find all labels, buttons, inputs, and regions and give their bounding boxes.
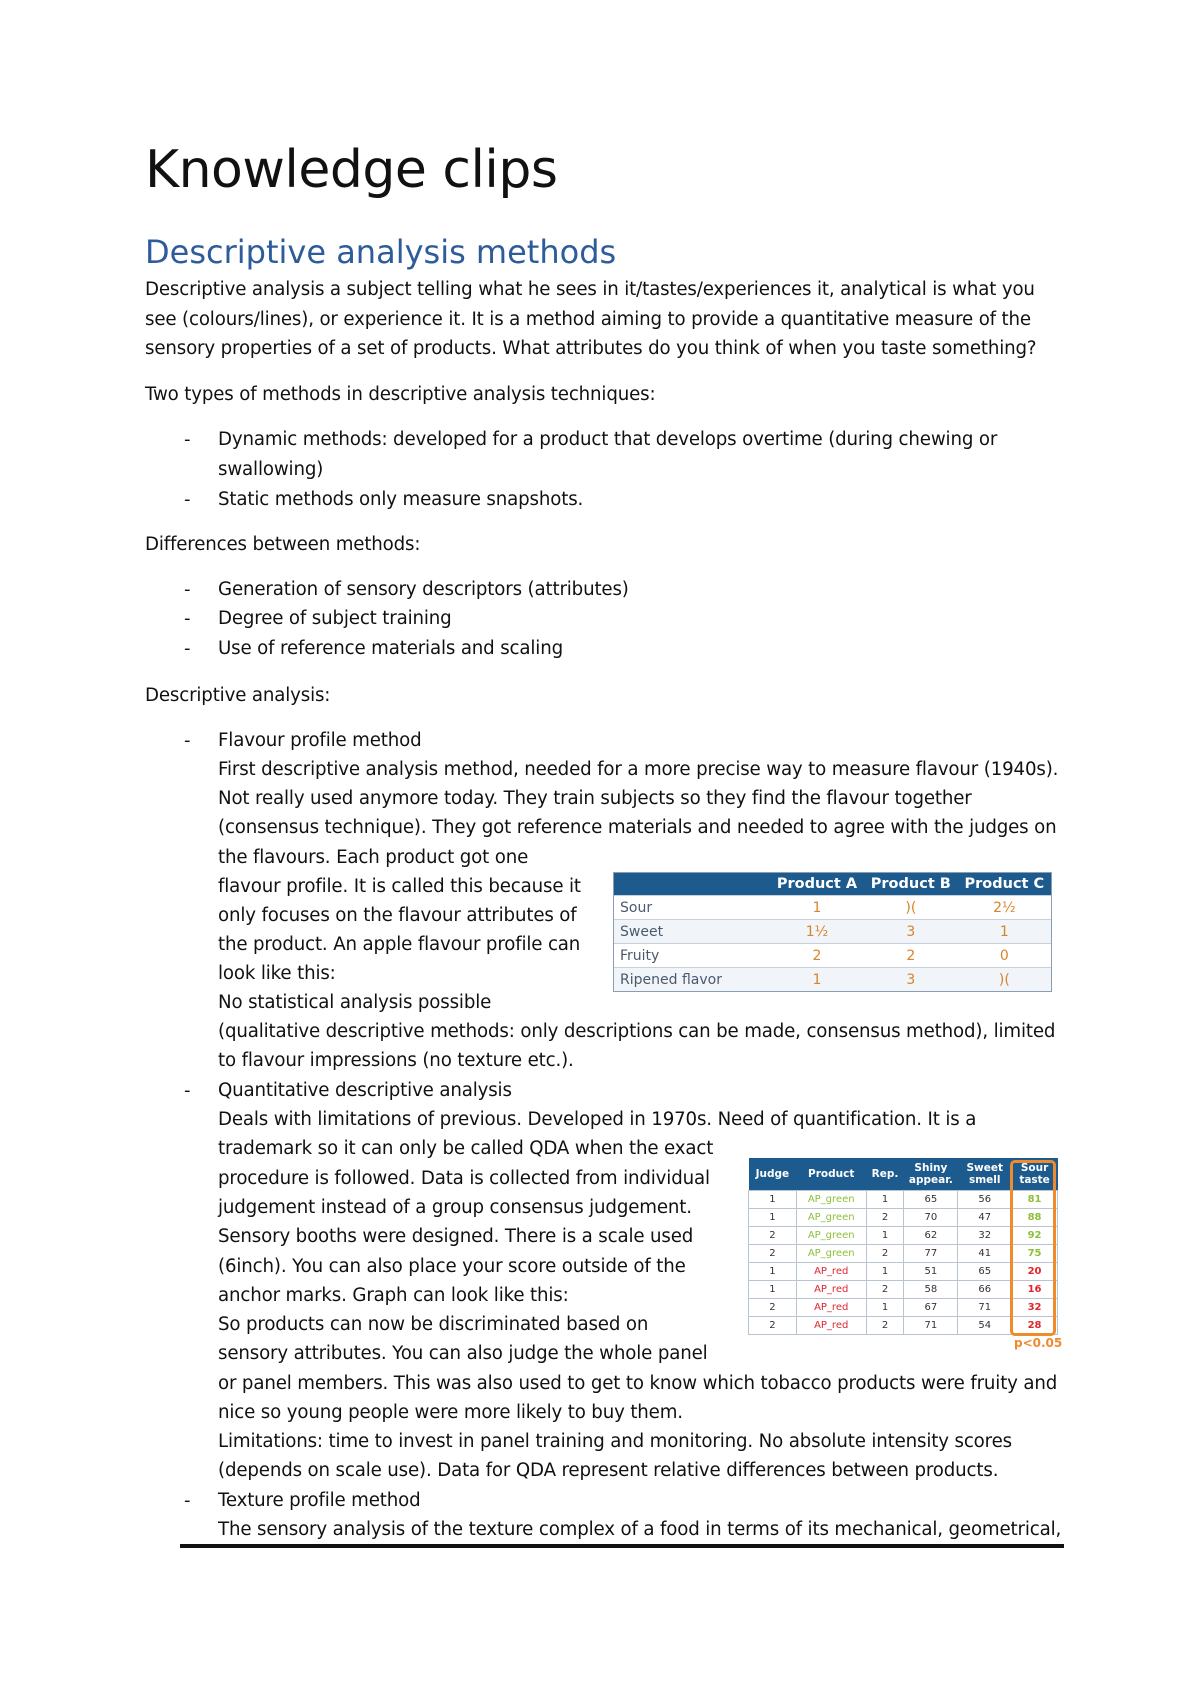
sour-cell: 32 (1012, 1299, 1058, 1317)
sweet-cell: 47 (958, 1209, 1012, 1227)
table-header-cell: Product B (864, 873, 958, 896)
judge-cell: 1 (749, 1191, 797, 1209)
bullet-dash: - (184, 730, 191, 751)
product-cell: AP_green (796, 1191, 866, 1209)
product-cell: AP_green (796, 1245, 866, 1263)
qda-line: (depends on scale use). Data for QDA represent relative differences between products. (218, 1460, 999, 1481)
judge-cell: 2 (749, 1299, 797, 1317)
bullet-dash: - (184, 489, 191, 510)
table-row (614, 896, 1051, 920)
flavour-line: flavour profile. It is called this because it (218, 876, 581, 897)
list-item: Dynamic methods: developed for a product that develops overtime (during chewing or (218, 429, 998, 450)
value-cell: )( (958, 968, 1051, 992)
list-item: Generation of sensory descriptors (attributes) (218, 579, 629, 600)
value-cell: 2 (864, 944, 958, 968)
value-cell: 3 (864, 968, 958, 992)
differences-label: Differences between methods: (145, 534, 421, 555)
sour-cell: 81 (1012, 1191, 1058, 1209)
table-header-cell: Shiny appear. (904, 1158, 958, 1191)
two-types-label: Two types of methods in descriptive analysis techniques: (145, 384, 656, 405)
rep-cell: 2 (866, 1281, 904, 1299)
table-header-cell: Rep. (866, 1158, 904, 1191)
rep-cell: 2 (866, 1317, 904, 1335)
flavour-line: (qualitative descriptive methods: only descriptions can be made, consensus method), limited (218, 1021, 1056, 1042)
sweet-cell: 56 (958, 1191, 1012, 1209)
sweet-cell: 66 (958, 1281, 1012, 1299)
bullet-dash: - (184, 1490, 191, 1511)
sweet-cell: 71 (958, 1299, 1012, 1317)
qda-line: procedure is followed. Data is collected from individual (218, 1168, 710, 1189)
flavour-line: to flavour impressions (no texture etc.). (218, 1050, 574, 1071)
sweet-cell: 32 (958, 1227, 1012, 1245)
flavour-line: (consensus technique). They got reference materials and needed to agree with the judges on (218, 817, 1057, 838)
product-cell: AP_green (796, 1227, 866, 1245)
qda-line: Sensory booths were designed. There is a scale used (218, 1226, 694, 1247)
rep-cell: 1 (866, 1227, 904, 1245)
list-item: Static methods only measure snapshots. (218, 489, 584, 510)
product-cell: AP_red (796, 1281, 866, 1299)
shiny-cell: 70 (904, 1209, 958, 1227)
table-header-cell (614, 873, 770, 896)
table-header-cell: Product A (770, 873, 864, 896)
list-item: swallowing) (218, 459, 324, 480)
bullet-dash: - (184, 608, 191, 629)
sour-cell: 75 (1012, 1245, 1058, 1263)
qda-line: So products can now be discriminated based on (218, 1314, 649, 1335)
page-bottom-rule (180, 1544, 1064, 1548)
rep-cell: 1 (866, 1299, 904, 1317)
shiny-cell: 67 (904, 1299, 958, 1317)
product-cell: AP_red (796, 1317, 866, 1335)
flavour-line: the flavours. Each product got one (218, 847, 529, 868)
qda-line: Deals with limitations of previous. Developed in 1970s. Need of quantification. It is a (218, 1109, 977, 1130)
value-cell: 1 (770, 896, 864, 920)
list-item: Degree of subject training (218, 608, 452, 629)
value-cell: 0 (958, 944, 1051, 968)
flavour-profile-table (613, 872, 1052, 992)
qda-line: nice so young people were more likely to buy them. (218, 1402, 683, 1423)
table-header-cell: Product C (958, 873, 1051, 896)
sour-cell: 20 (1012, 1263, 1058, 1281)
qda-line: or panel members. This was also used to get to know which tobacco products were fruity and (218, 1373, 1058, 1394)
bullet-dash: - (184, 429, 191, 450)
table-header-cell: Sweet smell (958, 1158, 1012, 1191)
bullet-dash: - (184, 1080, 191, 1101)
intro-line: Descriptive analysis a subject telling what he sees in it/tastes/experiences it, analytical is what you (145, 279, 1035, 300)
bullet-dash: - (184, 579, 191, 600)
rep-cell: 2 (866, 1209, 904, 1227)
product-cell: AP_red (796, 1263, 866, 1281)
list-item: Use of reference materials and scaling (218, 638, 563, 659)
flavour-line: look like this: (218, 963, 336, 984)
shiny-cell: 65 (904, 1191, 958, 1209)
shiny-cell: 51 (904, 1263, 958, 1281)
judge-cell: 1 (749, 1209, 797, 1227)
flavour-line: First descriptive analysis method, needed for a more precise way to measure flavour (1940s). (218, 759, 1059, 780)
attribute-cell: Sour (614, 896, 770, 920)
sour-taste-highlight (1010, 1160, 1056, 1336)
product-cell: AP_green (796, 1209, 866, 1227)
qda-line: Quantitative descriptive analysis (218, 1080, 512, 1101)
table-row (614, 944, 1051, 968)
page-title: Knowledge clips (145, 140, 558, 200)
p-value-note: p<0.05 (1014, 1336, 1063, 1350)
sweet-cell: 41 (958, 1245, 1012, 1263)
sour-cell: 92 (1012, 1227, 1058, 1245)
value-cell: 1½ (770, 920, 864, 944)
judge-cell: 2 (749, 1317, 797, 1335)
rep-cell: 2 (866, 1245, 904, 1263)
qda-line: judgement instead of a group consensus judgement. (218, 1197, 692, 1218)
attribute-cell: Sweet (614, 920, 770, 944)
bullet-dash: - (184, 638, 191, 659)
section-heading: Descriptive analysis methods (145, 233, 617, 271)
product-cell: AP_red (796, 1299, 866, 1317)
qda-line: (6inch). You can also place your score outside of the (218, 1256, 686, 1277)
intro-line: see (colours/lines), or experience it. It is a method aiming to provide a quantitative measure of the (145, 309, 1031, 330)
texture-line: Texture profile method (218, 1490, 421, 1511)
judge-cell: 1 (749, 1263, 797, 1281)
flavour-line: Flavour profile method (218, 730, 422, 751)
rep-cell: 1 (866, 1263, 904, 1281)
flavour-line: only focuses on the flavour attributes of (218, 905, 577, 926)
table-header-cell: Sour taste (1012, 1158, 1058, 1191)
table-row (614, 920, 1051, 944)
value-cell: 2½ (958, 896, 1051, 920)
flavour-line: Not really used anymore today. They train subjects so they find the flavour together (218, 788, 972, 809)
attribute-cell: Ripened flavor (614, 968, 770, 992)
qda-line: sensory attributes. You can also judge the whole panel (218, 1343, 708, 1364)
attribute-cell: Fruity (614, 944, 770, 968)
sour-cell: 16 (1012, 1281, 1058, 1299)
flavour-line: the product. An apple flavour profile can (218, 934, 581, 955)
shiny-cell: 62 (904, 1227, 958, 1245)
shiny-cell: 58 (904, 1281, 958, 1299)
value-cell: 1 (958, 920, 1051, 944)
table-header-cell: Product (796, 1158, 866, 1191)
value-cell: )( (864, 896, 958, 920)
judge-cell: 2 (749, 1245, 797, 1263)
shiny-cell: 77 (904, 1245, 958, 1263)
intro-line: sensory properties of a set of products. What attributes do you think of when you taste something? (145, 338, 1037, 359)
flavour-line: No statistical analysis possible (218, 992, 492, 1013)
descriptive-label: Descriptive analysis: (145, 685, 331, 706)
value-cell: 2 (770, 944, 864, 968)
table-row (614, 968, 1051, 992)
sour-cell: 28 (1012, 1317, 1058, 1335)
sweet-cell: 65 (958, 1263, 1012, 1281)
sour-cell: 88 (1012, 1209, 1058, 1227)
qda-line: Limitations: time to invest in panel training and monitoring. No absolute intensity scores (218, 1431, 1012, 1452)
shiny-cell: 71 (904, 1317, 958, 1335)
qda-line: trademark so it can only be called QDA when the exact (218, 1138, 714, 1159)
rep-cell: 1 (866, 1191, 904, 1209)
texture-line: The sensory analysis of the texture complex of a food in terms of its mechanical, geometrical, (218, 1519, 1062, 1540)
qda-line: anchor marks. Graph can look like this: (218, 1285, 569, 1306)
table-header-row (614, 873, 1051, 896)
judge-cell: 1 (749, 1281, 797, 1299)
value-cell: 1 (770, 968, 864, 992)
table-header-cell: Judge (749, 1158, 797, 1191)
judge-cell: 2 (749, 1227, 797, 1245)
value-cell: 3 (864, 920, 958, 944)
sweet-cell: 54 (958, 1317, 1012, 1335)
